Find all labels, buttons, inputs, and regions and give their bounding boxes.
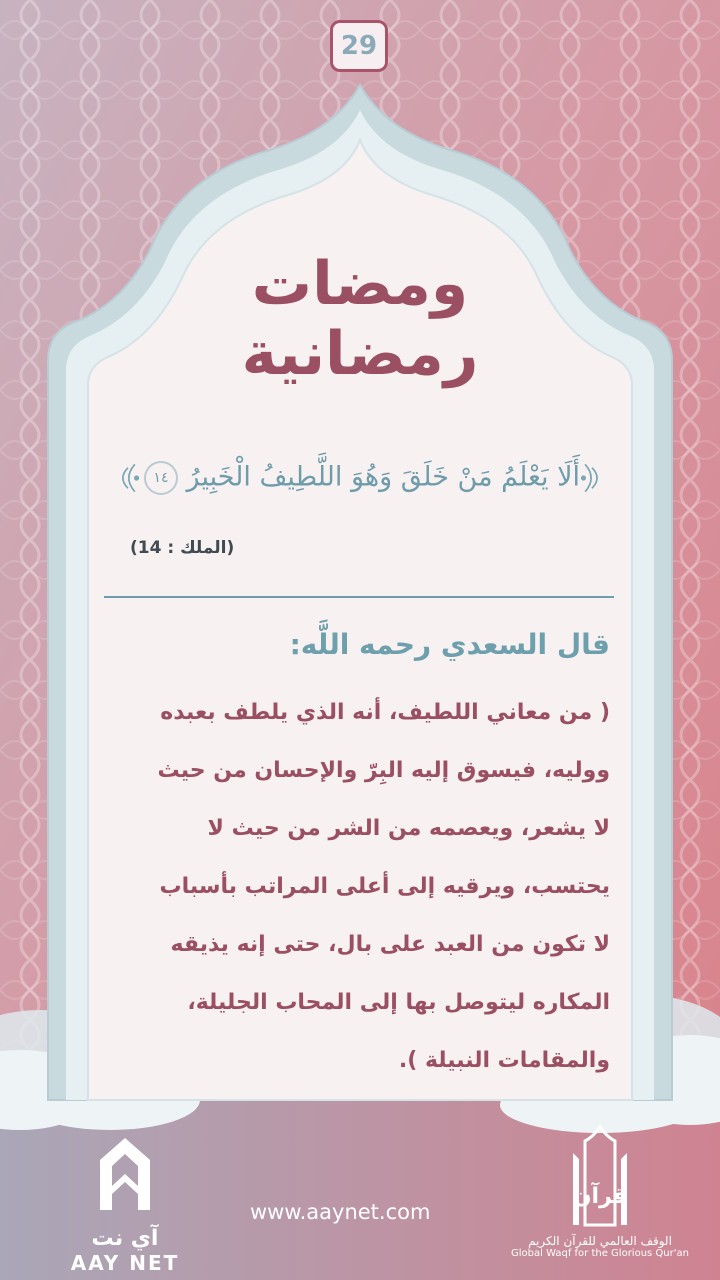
- waqf-logo-latin: Global Waqf for the Glorious Qur'an: [511, 1248, 689, 1259]
- quote-line: والمقامات النبيلة ).: [398, 1048, 610, 1073]
- page-number: 29: [340, 31, 378, 61]
- website-link[interactable]: www.aaynet.com: [250, 1200, 431, 1224]
- ornament-bracket-left-icon: [116, 458, 140, 498]
- quote-line: لا تكون من العبد على بال، حتى إنه يذيقه: [170, 932, 610, 957]
- verse-reference: (الملك : 14): [130, 538, 235, 558]
- verse-number: ١٤: [144, 461, 178, 495]
- quote-line: ووليه، فيسوق إليه البِرّ والإحسان من حيث: [157, 758, 610, 783]
- quote-line: ( من معاني اللطيف، أنه الذي يلطف بعبده: [160, 700, 610, 725]
- speaker-heading: قال السعدي رحمه اللَّه:: [289, 628, 610, 661]
- aaynet-logo-icon: [60, 1130, 190, 1220]
- quran-verse: [140, 461, 580, 495]
- waqf-logo-arabic: الوقف العالمي للقرآن الكريم: [528, 1234, 672, 1248]
- page-number-badge: [330, 20, 388, 72]
- waqf-logo[interactable]: [510, 1125, 690, 1275]
- aaynet-logo-latin: AAY NET: [70, 1251, 180, 1275]
- quote-line: المكاره ليتوصل بها إلى المحاب الجليلة،: [187, 990, 610, 1015]
- divider: [104, 596, 614, 598]
- verse-text: أَلَا يَعْلَمُ مَنْ خَلَقَ وَهُوَ اللَّطِيفُ الْخَبِيرُ: [186, 461, 581, 493]
- waqf-logo-icon: [565, 1125, 635, 1230]
- quote-line: لا يشعر، ويعصمه من الشر من حيث لا: [207, 816, 610, 841]
- aaynet-logo-arabic: آي نت: [91, 1226, 159, 1251]
- verse-row: [116, 448, 604, 508]
- quote-line: يحتسب، ويرقيه إلى أعلى المراتب بأسباب: [159, 874, 610, 899]
- title-line-1: ومضات: [251, 249, 469, 319]
- ornament-bracket-right-icon: [580, 458, 604, 498]
- waqf-logo-emblem: قرآن: [572, 1184, 628, 1209]
- title-line-2: رمضانية: [241, 319, 479, 389]
- aaynet-logo[interactable]: [60, 1130, 190, 1275]
